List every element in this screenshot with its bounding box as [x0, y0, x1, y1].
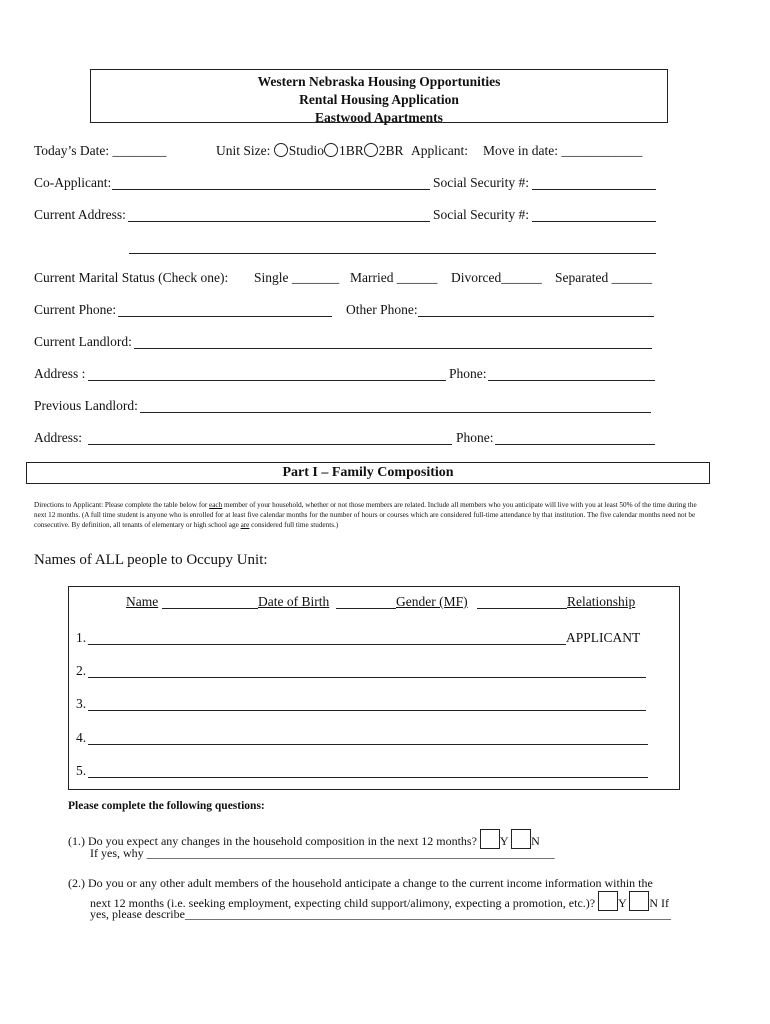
- property-name: Eastwood Apartments: [315, 110, 443, 125]
- row-input-5[interactable]: [88, 765, 648, 778]
- previous-address-label: Address:: [34, 430, 82, 445]
- radio-1br[interactable]: [324, 143, 338, 157]
- 2br-label: 2BR: [378, 143, 404, 158]
- q2-describe-field[interactable]: yes, please describe_________________________________________________________________________________: [90, 907, 671, 921]
- current-address-input-line2[interactable]: [129, 241, 656, 254]
- unit-size-label: Unit Size:: [216, 143, 271, 158]
- current-phone-label: Current Phone:: [34, 302, 117, 317]
- current-landlord-input[interactable]: [134, 336, 652, 349]
- previous-phone-input[interactable]: [495, 432, 655, 445]
- col-header-underline-2: [336, 596, 396, 609]
- current-address-label: Current Address:: [34, 207, 126, 222]
- current-phone-input[interactable]: [118, 304, 332, 317]
- applicant-label: Applicant:: [411, 143, 468, 158]
- col-header-underline-1: [162, 596, 258, 609]
- co-applicant-input[interactable]: [112, 177, 430, 190]
- row-input-3[interactable]: [88, 698, 646, 711]
- unit-size-group: [216, 143, 404, 159]
- landlord-address-input[interactable]: [88, 368, 446, 381]
- directions-part-b: member of your household, whether or not those members are related. Include all members who you anticipate will live with you at least 50% of the time during the next 12 months. (A full time student is anyone who is enrolled for at least five calendar months for the number of hours or courses which are considered full-time attendance by that institution. The five calendar months need not be consecutive. By definition, all tenants of elementary or high school age: [34, 501, 697, 529]
- row-input-1[interactable]: [88, 632, 566, 645]
- other-phone-input[interactable]: [418, 304, 654, 317]
- directions-text: [34, 500, 698, 530]
- row-input-2[interactable]: [88, 665, 646, 678]
- radio-2br[interactable]: [364, 143, 378, 157]
- directions-part-c: considered full time students.): [249, 521, 339, 529]
- row-number-4: 4.: [76, 730, 87, 745]
- studio-label: Studio: [288, 143, 325, 158]
- ssn-input-1[interactable]: [532, 177, 656, 190]
- radio-studio[interactable]: [274, 143, 288, 157]
- todays-date-field[interactable]: Today’s Date: ________: [34, 143, 167, 158]
- ssn-label-1: Social Security #:: [433, 175, 529, 190]
- row-number-3: 3.: [76, 696, 87, 711]
- col-header-gender: Gender (MF): [396, 594, 468, 609]
- col-header-underline-3: [477, 596, 567, 609]
- directions-are: are: [240, 521, 250, 529]
- move-in-date-field[interactable]: Move in date: ____________: [483, 143, 643, 158]
- row1-relationship: APPLICANT: [566, 630, 641, 645]
- q1-yes-label: Y: [499, 834, 509, 848]
- household-members-table: [68, 586, 680, 790]
- marital-status-label: Current Marital Status (Check one):: [34, 270, 229, 285]
- current-address-input[interactable]: [128, 209, 430, 222]
- q2-yes-label: Y: [618, 896, 627, 910]
- col-header-relationship: Relationship: [567, 594, 636, 609]
- row-number-5: 5.: [76, 763, 87, 778]
- question-2-text: next 12 months (i.e. seeking employment, expecting child support/alimony, expecting a promotion, etc.)?: [90, 896, 596, 910]
- row-number-1: 1.: [76, 630, 87, 645]
- q2-if-label: If: [661, 896, 670, 910]
- header-box: [90, 69, 668, 123]
- previous-address-input[interactable]: [88, 432, 452, 445]
- question-1-text: (1.) Do you expect any changes in the household composition in the next 12 months?: [68, 834, 477, 848]
- current-landlord-label: Current Landlord:: [34, 334, 132, 349]
- landlord-address-label: Address :: [34, 366, 86, 381]
- question-2-line1: (2.) Do you or any other adult members of the household anticipate a change to the current income information within the: [68, 876, 653, 890]
- row-number-2: 2.: [76, 663, 87, 678]
- ssn-label-2: Social Security #:: [433, 207, 529, 222]
- form-title: Rental Housing Application: [299, 92, 459, 107]
- q2-no-label: N: [649, 896, 659, 910]
- landlord-phone-input[interactable]: [488, 368, 655, 381]
- previous-landlord-label: Previous Landlord:: [34, 398, 138, 413]
- row-input-4[interactable]: [88, 732, 648, 745]
- previous-landlord-input[interactable]: [140, 400, 651, 413]
- landlord-phone-label: Phone:: [449, 366, 487, 381]
- ssn-input-2[interactable]: [532, 209, 656, 222]
- part1-title: Part I – Family Composition: [26, 462, 710, 484]
- previous-phone-label: Phone:: [456, 430, 494, 445]
- marital-married-option[interactable]: Married ______: [350, 270, 438, 285]
- col-header-dob: Date of Birth: [258, 594, 330, 609]
- co-applicant-label: Co-Applicant:: [34, 175, 112, 190]
- col-header-name: Name: [126, 594, 159, 609]
- org-name: Western Nebraska Housing Opportunities: [257, 74, 501, 89]
- q1-followup-field[interactable]: If yes, why ____________________________________________________________________: [90, 846, 555, 860]
- marital-separated-option[interactable]: Separated ______: [555, 270, 653, 285]
- marital-divorced-option[interactable]: Divorced______: [451, 270, 542, 285]
- 1br-label: 1BR: [339, 143, 364, 158]
- names-heading: Names of ALL people to Occupy Unit:: [34, 552, 268, 568]
- q1-no-label: N: [531, 834, 540, 848]
- other-phone-label: Other Phone:: [346, 302, 418, 317]
- directions-each: each: [209, 501, 223, 509]
- marital-single-option[interactable]: Single _______: [254, 270, 340, 285]
- directions-part-a: Directions to Applicant: Please complete the table below for: [34, 501, 210, 509]
- questions-heading: Please complete the following questions:: [68, 800, 265, 812]
